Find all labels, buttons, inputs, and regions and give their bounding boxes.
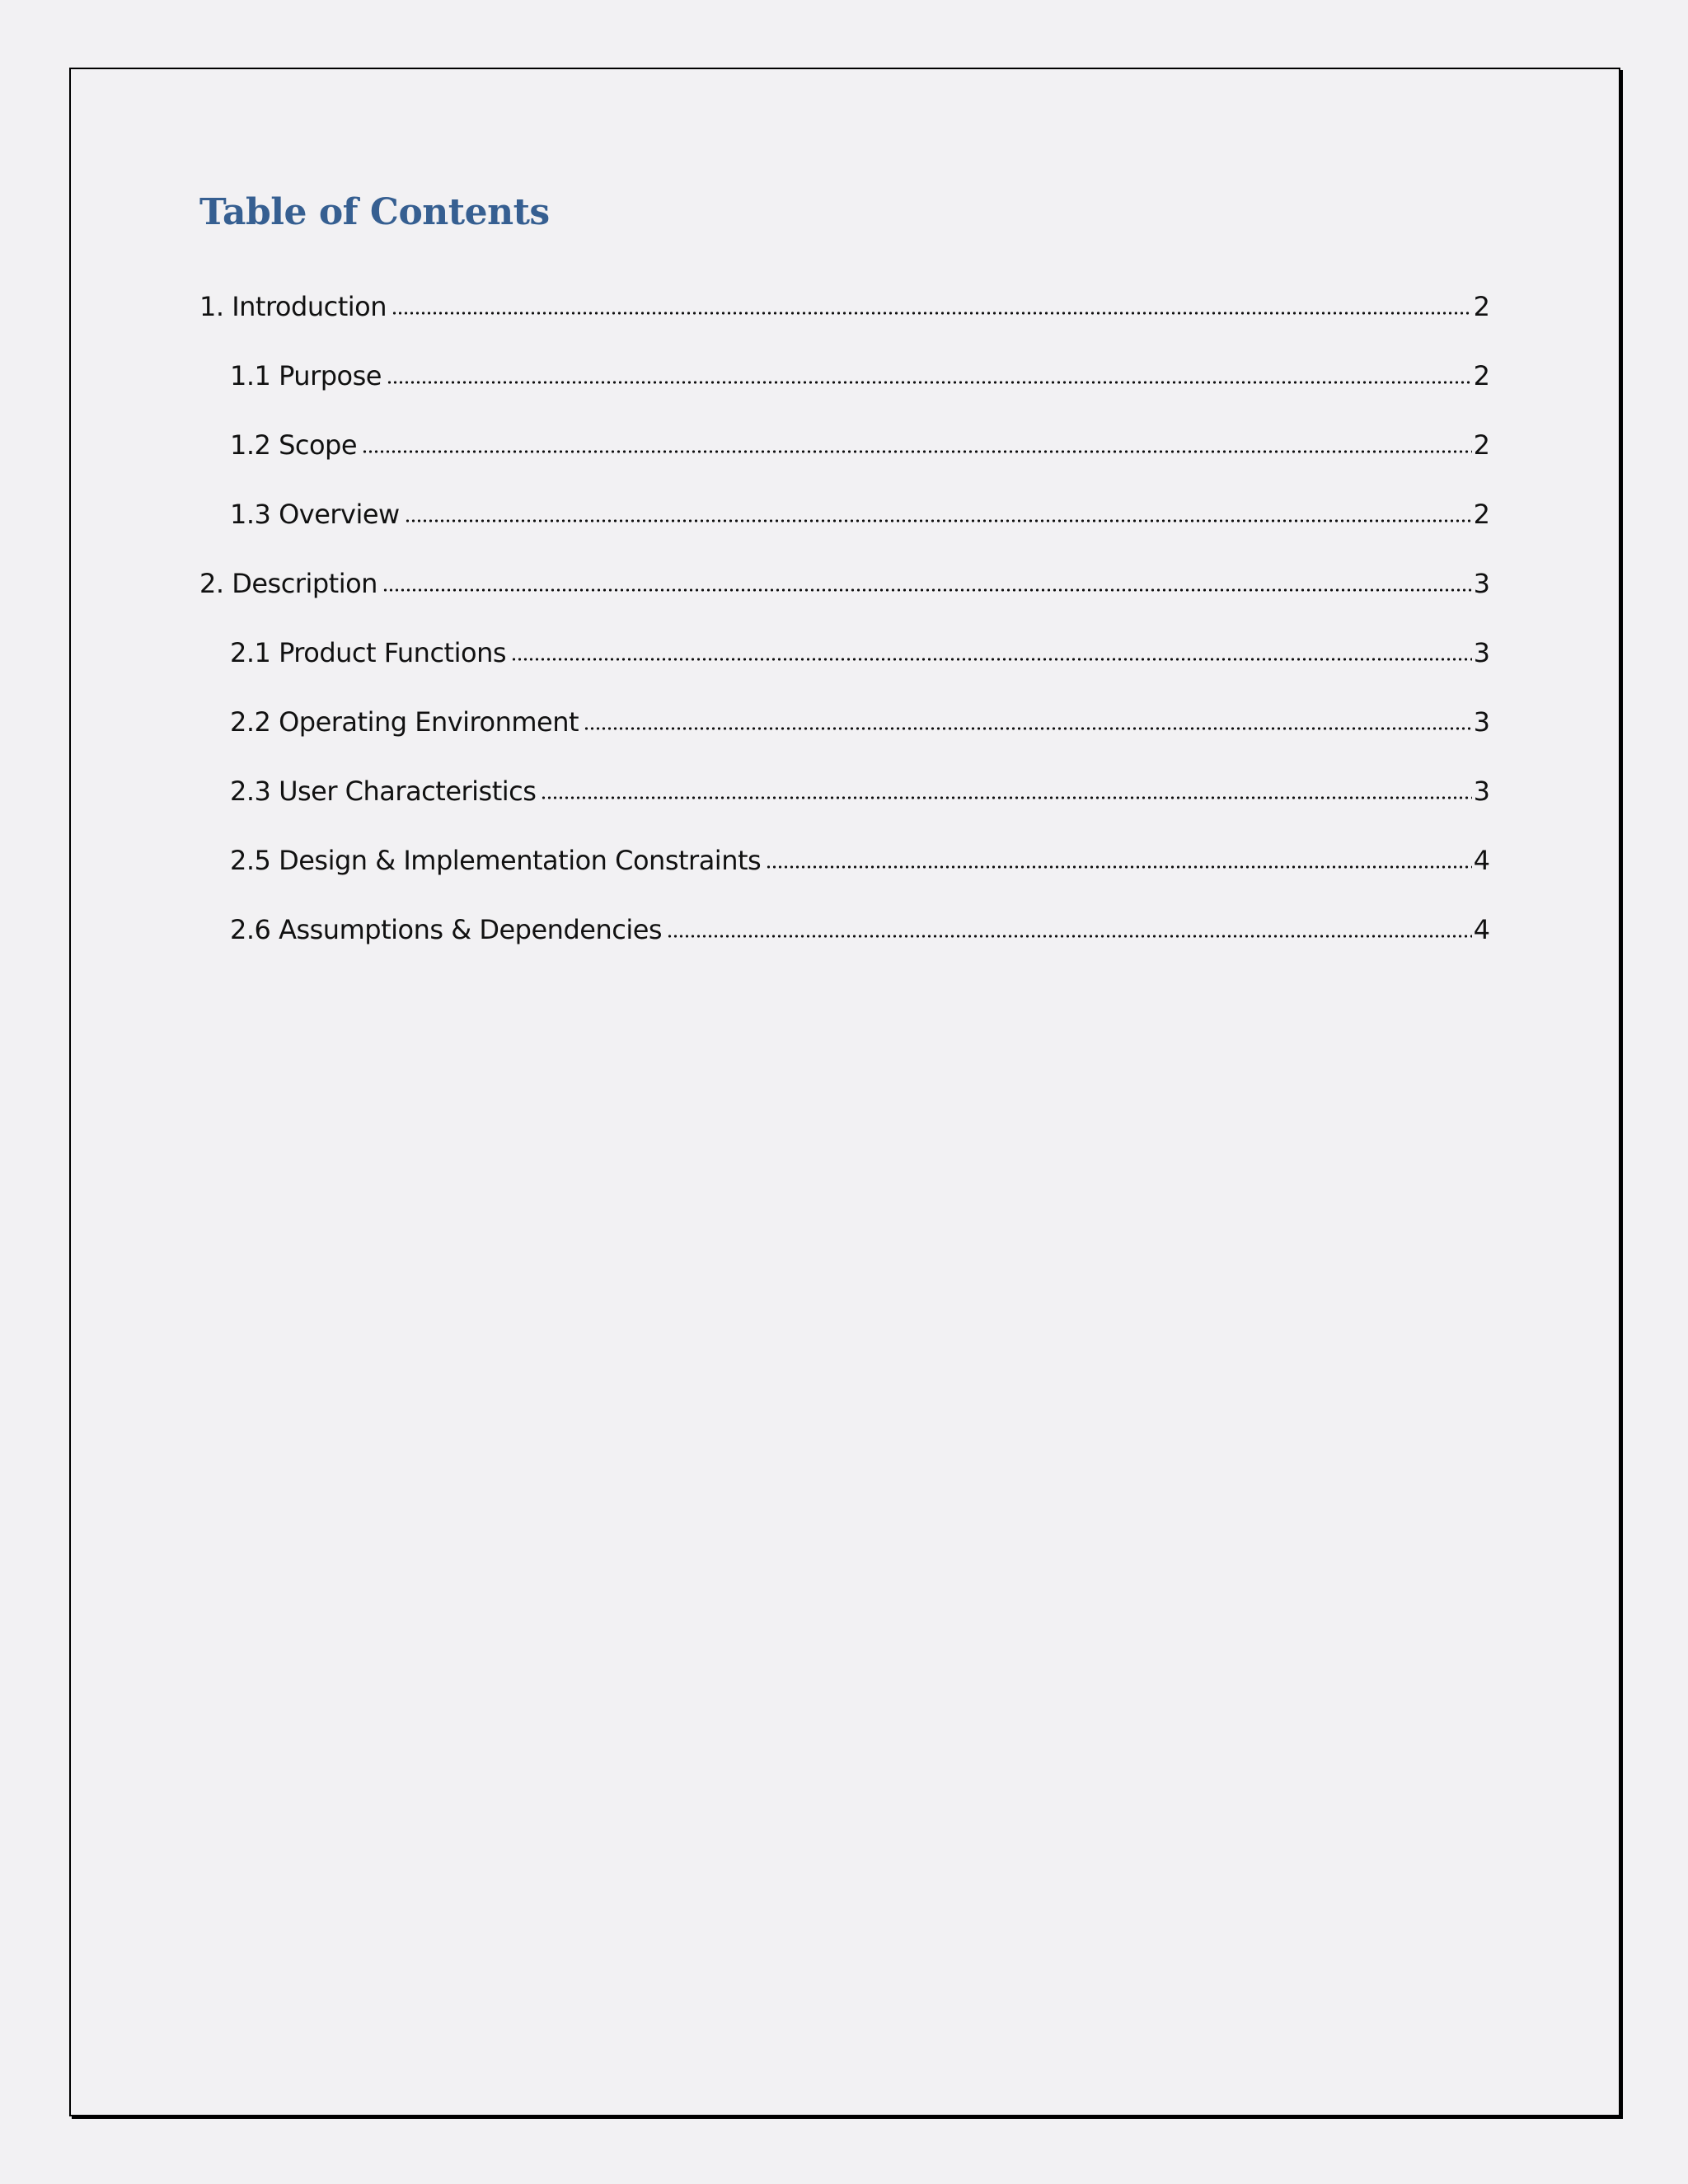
- dot-leader: [392, 310, 1472, 316]
- toc-entry-label: 2.3 User Characteristics: [230, 776, 537, 807]
- toc-entry-page-number: 2: [1473, 360, 1490, 391]
- dot-leader: [667, 933, 1472, 940]
- toc-entry-label: 2.6 Assumptions & Dependencies: [230, 914, 663, 945]
- toc-entry-label: 2.2 Operating Environment: [230, 706, 579, 738]
- toc-entry-label: 1.3 Overview: [230, 499, 400, 530]
- dot-leader: [766, 864, 1471, 870]
- toc-entry-description[interactable]: [199, 565, 1490, 602]
- toc-entry-page-number: 2: [1473, 429, 1490, 461]
- toc-entry-label: 2.1 Product Functions: [230, 637, 507, 668]
- toc-entry-page-number: 3: [1473, 568, 1490, 599]
- toc-entry-label: 1. Introduction: [199, 291, 387, 322]
- toc-entry-page-number: 4: [1473, 845, 1490, 876]
- toc-entry-user-characteristics[interactable]: [230, 773, 1490, 809]
- dot-leader: [382, 587, 1472, 593]
- toc-entry-page-number: 2: [1473, 499, 1490, 530]
- toc-entry-purpose[interactable]: [230, 358, 1490, 394]
- toc-entry-label: 2. Description: [199, 568, 377, 599]
- toc-entry-label: 1.2 Scope: [230, 429, 358, 461]
- toc-entry-operating-environment[interactable]: [230, 704, 1490, 740]
- dot-leader: [511, 656, 1472, 663]
- dot-leader: [541, 794, 1471, 801]
- toc-entry-product-functions[interactable]: [230, 635, 1490, 671]
- dot-leader: [584, 725, 1472, 732]
- dot-leader: [387, 379, 1472, 386]
- toc-entry-page-number: 2: [1473, 291, 1490, 322]
- dot-leader: [405, 518, 1472, 524]
- toc-title: Table of Contents: [199, 191, 550, 233]
- toc-entry-page-number: 3: [1473, 706, 1490, 738]
- toc-entry-assumptions-dependencies[interactable]: [230, 912, 1490, 948]
- toc-entry-page-number: 4: [1473, 914, 1490, 945]
- dot-leader: [362, 448, 1472, 455]
- toc-entry-scope[interactable]: [230, 427, 1490, 463]
- toc-entry-introduction[interactable]: [199, 288, 1490, 325]
- toc-entry-overview[interactable]: [230, 496, 1490, 532]
- toc-entry-design-constraints[interactable]: [230, 842, 1490, 879]
- toc-entry-page-number: 3: [1473, 637, 1490, 668]
- toc-entry-label: 2.5 Design & Implementation Constraints: [230, 845, 762, 876]
- toc-entry-page-number: 3: [1473, 776, 1490, 807]
- toc-entry-label: 1.1 Purpose: [230, 360, 382, 391]
